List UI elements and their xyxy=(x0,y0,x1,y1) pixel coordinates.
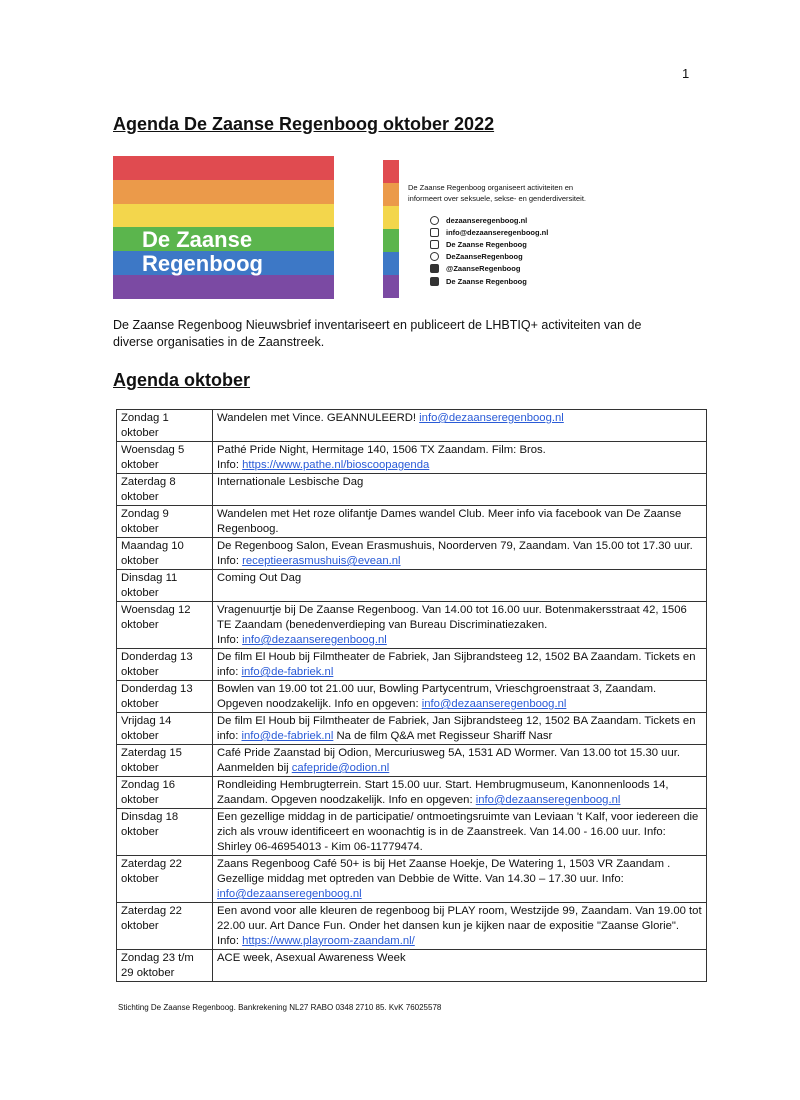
event-date: Zondag 9 oktober xyxy=(117,506,213,538)
event-date: Zaterdag 22 oktober xyxy=(117,856,213,903)
logo-text-line2: Regenboog xyxy=(142,251,263,276)
event-description xyxy=(213,950,707,982)
vbar-stripe xyxy=(383,183,399,206)
vbar-stripe xyxy=(383,275,399,298)
event-text: Internationale Lesbische Dag xyxy=(217,476,364,488)
event-description xyxy=(213,410,707,442)
event-text: De film El Houb bij Filmtheater de Fabriek, Jan Sijbrandsteeg 12, 1502 BA Zaandam. Tickets en info: xyxy=(217,715,696,742)
footer-text: Stichting De Zaanse Regenboog. Bankrekening NL27 RABO 0348 2710 85. KvK 76025578 xyxy=(118,1003,442,1012)
table-row xyxy=(117,649,707,681)
event-text: Rondleiding Hembrugterrein. Start 15.00 uur. Start. Hembrugmuseum, Kanonnenloods 14, Zaandam. Opgeven noodzakelijk. Info en opgeven: xyxy=(217,779,669,806)
event-text: Coming Out Dag xyxy=(217,572,302,584)
table-row xyxy=(117,950,707,982)
event-link[interactable]: cafepride@odion.nl xyxy=(291,762,390,774)
agenda-table xyxy=(116,409,707,982)
event-text: Na de film Q&A met Regisseur Shariff Nasr xyxy=(333,730,553,742)
event-date: Woensdag 5 oktober xyxy=(117,442,213,474)
mail-icon xyxy=(430,228,439,237)
contact-item xyxy=(430,214,548,226)
event-text: Een gezellige middag in de participatie/ ontmoetingsruimte van Leviaan 't Kalf, voor iedereen die zich als vrouw identificeert en woonachtig is in de Zaanstreek. Van 14.00 - 16.00 uur. Info: Shirley 06-46954013 - Kim 06-11779474. xyxy=(217,811,699,853)
facebook-icon xyxy=(430,240,439,249)
agenda-heading: Agenda oktober xyxy=(113,370,251,390)
tagline: De Zaanse Regenboog organiseert activiteiten en informeert over seksuele, sekse- en genderdiversiteit. xyxy=(408,183,587,203)
vbar-stripe xyxy=(383,206,399,229)
table-row xyxy=(117,506,707,538)
event-description xyxy=(213,713,707,745)
event-date: Zondag 16 oktober xyxy=(117,777,213,809)
intro-text: De Zaanse Regenboog Nieuwsbrief inventariseert en publiceert de LHBTIQ+ activiteiten van de diverse organisaties in de Zaanstreek. xyxy=(113,318,642,349)
instagram-icon xyxy=(430,252,439,261)
event-text: Info: xyxy=(217,634,243,646)
event-date: Dinsdag 11 oktober xyxy=(117,570,213,602)
event-description xyxy=(213,649,707,681)
event-description xyxy=(213,903,707,950)
event-description xyxy=(213,745,707,777)
event-text: Wandelen met Het roze olifantje Dames wandel Club. Meer info via facebook van De Zaanse Regenboog. xyxy=(217,508,682,535)
event-text: De Regenboog Salon, Evean Erasmushuis, Noorderven 79, Zaandam. Van 15.00 tot 17.30 uur. Info: xyxy=(217,540,693,567)
flag-stripe xyxy=(113,204,334,228)
contact-item xyxy=(430,226,548,238)
event-date: Maandag 10 oktober xyxy=(117,538,213,570)
event-description xyxy=(213,474,707,506)
vbar-stripe xyxy=(383,160,399,183)
flag-stripe xyxy=(113,156,334,180)
event-description xyxy=(213,681,707,713)
event-text: Info: xyxy=(217,459,243,471)
table-row xyxy=(117,602,707,649)
contact-text: De Zaanse Regenboog xyxy=(446,239,527,249)
table-row xyxy=(117,903,707,950)
contact-item xyxy=(430,275,548,287)
rainbow-bar xyxy=(383,160,399,298)
event-description xyxy=(213,506,707,538)
event-date: Zaterdag 22 oktober xyxy=(117,903,213,950)
event-link[interactable]: info@dezaanseregenboog.nl xyxy=(475,794,621,806)
event-link[interactable]: info@dezaanseregenboog.nl xyxy=(419,412,564,424)
event-date: Donderdag 13 oktober xyxy=(117,681,213,713)
event-link[interactable]: info@dezaanseregenboog.nl xyxy=(421,698,567,710)
flag-stripe xyxy=(113,180,334,204)
event-date: Dinsdag 18 oktober xyxy=(117,809,213,856)
event-link[interactable]: receptieerasmushuis@evean.nl xyxy=(242,555,401,567)
event-description xyxy=(213,442,707,474)
event-date: Vrijdag 14 oktober xyxy=(117,713,213,745)
logo-text-line1: De Zaanse xyxy=(142,227,253,252)
event-date: Zondag 1 oktober xyxy=(117,410,213,442)
event-date: Zaterdag 15 oktober xyxy=(117,745,213,777)
event-link[interactable]: info@dezaanseregenboog.nl xyxy=(217,888,362,900)
event-text: Een avond voor alle kleuren de regenboog bij PLAY room, Westzijde 99, Zaandam. Van 19.00 tot 22.00 uur. Art Dance Fun. Onder het dansen kun je kijken naar de expositie "Zaanse Glorie". Info: xyxy=(217,905,702,947)
table-row xyxy=(117,410,707,442)
youtube-icon xyxy=(430,277,439,286)
event-link[interactable]: https://www.playroom-zaandam.nl/ xyxy=(242,935,415,947)
event-link[interactable]: info@dezaanseregenboog.nl xyxy=(242,634,387,646)
contact-text: info@dezaanseregenboog.nl xyxy=(446,227,549,237)
table-row xyxy=(117,681,707,713)
event-text: De film El Houb bij Filmtheater de Fabriek, Jan Sijbrandsteeg 12, 1502 BA Zaandam. Tickets en info: xyxy=(217,651,696,678)
table-row xyxy=(117,570,707,602)
contact-list xyxy=(430,214,548,287)
document-title: Agenda De Zaanse Regenboog oktober 2022 xyxy=(113,114,495,134)
table-row xyxy=(117,809,707,856)
contact-item xyxy=(430,263,548,275)
event-description xyxy=(213,538,707,570)
contact-item xyxy=(430,251,548,263)
vbar-stripe xyxy=(383,252,399,275)
flag-stripe xyxy=(113,275,334,299)
event-description xyxy=(213,602,707,649)
event-description xyxy=(213,777,707,809)
vbar-stripe xyxy=(383,229,399,252)
table-row xyxy=(117,538,707,570)
event-text: ACE week, Asexual Awareness Week xyxy=(217,952,406,964)
event-link[interactable]: https://www.pathe.nl/bioscoopagenda xyxy=(242,459,430,471)
logo-text xyxy=(142,228,263,276)
table-row xyxy=(117,856,707,903)
contact-text: DeZaanseRegenboog xyxy=(446,252,523,262)
event-text: Zaans Regenboog Café 50+ is bij Het Zaanse Hoekje, De Watering 1, 1503 VR Zaandam . Gezellige middag met optreden van Debbie de Witte. Van 14.30 – 17.30 uur. Info: xyxy=(217,858,671,885)
event-text: Wandelen met Vince. GEANNULEERD! xyxy=(217,412,420,424)
table-row xyxy=(117,474,707,506)
table-row xyxy=(117,442,707,474)
event-text: Café Pride Zaanstad bij Odion, Mercuriusweg 5A, 1531 AD Wormer. Van 13.00 tot 15.30 uur. Aanmelden bij xyxy=(217,747,681,774)
globe-icon xyxy=(430,216,439,225)
contact-text: @ZaanseRegenboog xyxy=(446,264,521,274)
contact-item xyxy=(430,238,548,250)
event-description xyxy=(213,856,707,903)
event-text: Pathé Pride Night, Hermitage 140, 1506 TX Zaandam. Film: Bros. xyxy=(217,444,546,456)
event-description xyxy=(213,809,707,856)
twitter-icon xyxy=(430,264,439,273)
event-link[interactable]: info@de-fabriek.nl xyxy=(241,730,334,742)
event-date: Donderdag 13 oktober xyxy=(117,649,213,681)
event-text: Vragenuurtje bij De Zaanse Regenboog. Van 14.00 tot 16.00 uur. Botenmakersstraat 42, 1506 TE Zaandam (benedenverdieping van Bureau Discriminatiezaken. xyxy=(217,604,687,631)
event-description xyxy=(213,570,707,602)
table-row xyxy=(117,777,707,809)
contact-text: De Zaanse Regenboog xyxy=(446,276,527,286)
event-date: Zaterdag 8 oktober xyxy=(117,474,213,506)
event-link[interactable]: info@de-fabriek.nl xyxy=(241,666,334,678)
event-date: Zondag 23 t/m 29 oktober xyxy=(117,950,213,982)
contact-text: dezaanseregenboog.nl xyxy=(446,215,528,225)
table-row xyxy=(117,713,707,745)
page-number: 1 xyxy=(682,66,690,81)
event-date: Woensdag 12 oktober xyxy=(117,602,213,649)
table-row xyxy=(117,745,707,777)
event-text: Bowlen van 19.00 tot 21.00 uur, Bowling Partycentrum, Vrieschgroenstraat 3, Zaandam. Opgeven noodzakelijk. Info en opgeven: xyxy=(217,683,657,710)
